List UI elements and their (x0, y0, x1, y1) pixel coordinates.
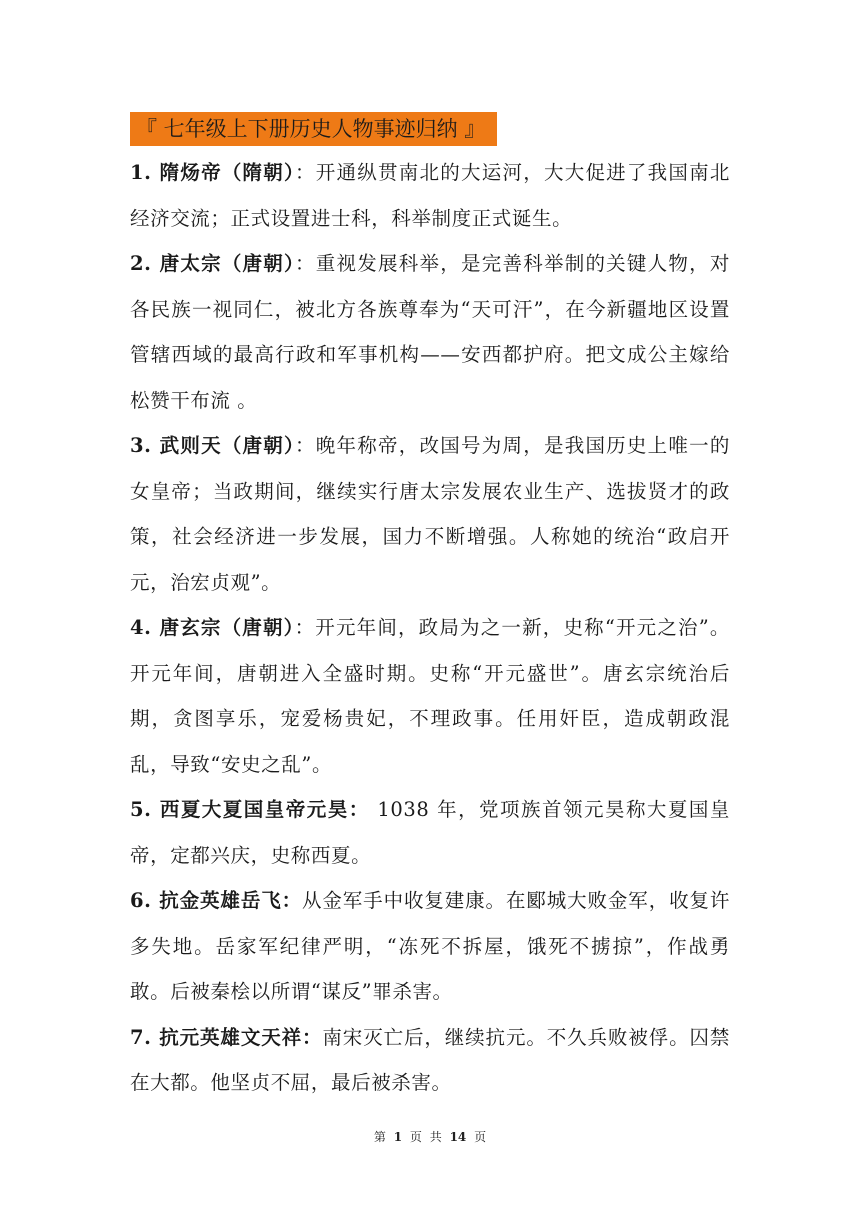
page-title: 『 七年级上下册历史人物事迹归纳 』 (130, 112, 497, 146)
entry-body: 1038 年，党项族首领元昊称大夏国皇帝，定都兴庆，史称西夏。 (130, 798, 730, 867)
entry-yuanhao (130, 787, 730, 878)
entry-heading: 7. 抗元英雄文天祥： (130, 1025, 323, 1049)
entry-body: ：重视发展科举，是完善科举制的关键人物，对各民族一视同仁，被北方各族尊奉为“天可汗”，在今新疆地区设置管辖西域的最高行政和军事机构——安西都护府。把文成公主嫁给松赞干布流 。 (130, 252, 730, 412)
entry-body: ：开通纵贯南北的大运河，大大促进了我国南北 经济交流；正式设置进士科，科举制度正式诞生。 (130, 161, 730, 230)
current-page-number: 1 (393, 1130, 403, 1144)
entry-tang-xuanzong (130, 605, 730, 787)
entry-heading: 3. 武则天（唐朝） (130, 434, 296, 457)
entry-heading: 6. 抗金英雄岳飞： (130, 889, 302, 912)
entry-heading: 2. 唐太宗（唐朝） (130, 252, 296, 275)
entry-heading: 1. 隋炀帝（隋朝） (130, 161, 296, 184)
entry-body: ：晚年称帝，改国号为周，是我国历史上唯一的女皇帝；当政期间，继续实行唐太宗发展农业生产、选拔贤才的政策，社会经济进一步发展，国力不断增强。人称她的统治“政启开元，治宏贞观”。 (130, 434, 730, 594)
entry-body: 南宋灭亡后，继续抗元。不久兵败被俘。囚禁在大都。他坚贞不屈，最后被杀害。 (130, 1025, 730, 1094)
entry-wu-zetian (130, 423, 730, 605)
entry-body: 从金军手中收复建康。在郾城大败金军，收复许多失地。岳家军纪律严明，“冻死不拆屋，饿死不掳掠”，作战勇敢。后被秦桧以所谓“谋反”罪杀害。 (130, 889, 730, 1003)
entry-heading: 5. 西夏大夏国皇帝元昊： (130, 798, 370, 821)
entry-list (130, 150, 730, 1106)
page-footer (0, 1128, 860, 1145)
entry-tang-taizong (130, 241, 730, 423)
entry-wen-tianxiang (130, 1015, 730, 1106)
entry-heading: 4. 唐玄宗（唐朝） (130, 616, 295, 639)
footer-page-word: 页 (409, 1130, 422, 1144)
footer-total-word: 共 (429, 1130, 442, 1144)
footer-prefix: 第 (373, 1130, 386, 1144)
entry-body: ：开元年间，政局为之一新，史称“开元之治”。开元年间，唐朝进入全盛时期。史称“开元盛世”。唐玄宗统治后期，贪图享乐，宠爱杨贵妃，不理政事。任用奸臣，造成朝政混乱，导致“安史之乱”。 (130, 616, 730, 776)
entry-sui-yangdi (130, 150, 730, 241)
footer-suffix: 页 (474, 1130, 487, 1144)
entry-yue-fei (130, 878, 730, 1015)
total-pages: 14 (449, 1130, 467, 1144)
